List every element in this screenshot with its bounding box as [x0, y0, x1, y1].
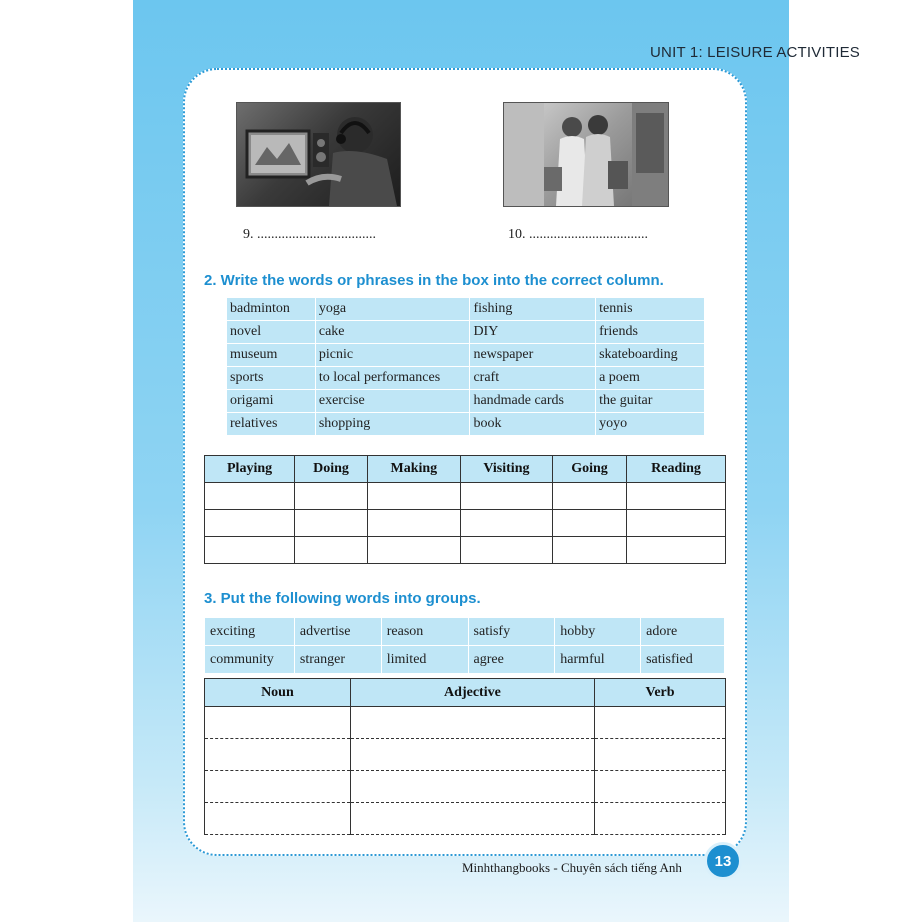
answer-cell[interactable]	[627, 483, 726, 510]
word-cell: exercise	[315, 390, 470, 413]
shopping-photo	[503, 102, 669, 207]
answer-cell[interactable]	[595, 803, 726, 835]
answer-cell[interactable]	[295, 510, 368, 537]
answer-cell[interactable]	[205, 483, 295, 510]
word-cell: tennis	[596, 298, 705, 321]
word-row	[227, 390, 705, 413]
column-header-adjective: Adjective	[350, 679, 594, 707]
word-row	[205, 618, 725, 646]
word-cell: hobby	[555, 618, 641, 646]
word-cell: skateboarding	[596, 344, 705, 367]
answer-cell[interactable]	[295, 483, 368, 510]
answer-cell[interactable]	[367, 483, 460, 510]
picture-10-caption: 10. ..................................	[508, 227, 648, 242]
section-2-answer-table	[204, 455, 726, 564]
column-header-going: Going	[552, 456, 626, 483]
column-header-verb: Verb	[595, 679, 726, 707]
picture-9-caption: 9. ..................................	[243, 227, 376, 242]
answer-cell[interactable]	[627, 510, 726, 537]
answer-cell[interactable]	[460, 510, 552, 537]
column-header-visiting: Visiting	[460, 456, 552, 483]
answer-cell[interactable]	[552, 537, 626, 564]
word-cell: newspaper	[470, 344, 596, 367]
answer-cell[interactable]	[595, 771, 726, 803]
answer-row	[205, 803, 726, 835]
word-cell: badminton	[227, 298, 316, 321]
answer-row	[205, 537, 726, 564]
word-cell: exciting	[205, 618, 295, 646]
word-cell: cake	[315, 321, 470, 344]
word-cell: picnic	[315, 344, 470, 367]
answer-cell[interactable]	[367, 510, 460, 537]
unit-title: UNIT 1: LEISURE ACTIVITIES	[650, 44, 860, 61]
answer-cell[interactable]	[552, 510, 626, 537]
answer-cell[interactable]	[350, 739, 594, 771]
answer-row	[205, 771, 726, 803]
answer-cell[interactable]	[350, 771, 594, 803]
word-cell: shopping	[315, 413, 470, 436]
word-cell: harmful	[555, 646, 641, 674]
word-cell: sports	[227, 367, 316, 390]
answer-cell[interactable]	[552, 483, 626, 510]
word-row	[205, 646, 725, 674]
word-row	[227, 344, 705, 367]
word-cell: reason	[381, 618, 468, 646]
word-row	[227, 413, 705, 436]
column-header-making: Making	[367, 456, 460, 483]
word-cell: limited	[381, 646, 468, 674]
word-cell: community	[205, 646, 295, 674]
word-cell: stranger	[294, 646, 381, 674]
column-header-doing: Doing	[295, 456, 368, 483]
word-cell: fishing	[470, 298, 596, 321]
publisher-footer: Minhthangbooks - Chuyên sách tiếng Anh	[462, 860, 682, 875]
word-cell: a poem	[596, 367, 705, 390]
answer-cell[interactable]	[205, 537, 295, 564]
word-row	[227, 367, 705, 390]
answer-cell[interactable]	[595, 707, 726, 739]
word-row	[227, 321, 705, 344]
word-row	[227, 298, 705, 321]
word-cell: friends	[596, 321, 705, 344]
word-cell: agree	[468, 646, 555, 674]
answer-row	[205, 510, 726, 537]
answer-cell[interactable]	[367, 537, 460, 564]
answer-cell[interactable]	[295, 537, 368, 564]
answer-row	[205, 707, 726, 739]
word-cell: museum	[227, 344, 316, 367]
word-cell: adore	[641, 618, 725, 646]
word-cell: the guitar	[596, 390, 705, 413]
answer-cell[interactable]	[205, 707, 351, 739]
word-cell: handmade cards	[470, 390, 596, 413]
answer-row	[205, 483, 726, 510]
column-header-reading: Reading	[627, 456, 726, 483]
answer-cell[interactable]	[205, 510, 295, 537]
word-cell: to local performances	[315, 367, 470, 390]
column-header-playing: Playing	[205, 456, 295, 483]
word-cell: craft	[470, 367, 596, 390]
answer-cell[interactable]	[460, 537, 552, 564]
answer-row	[205, 739, 726, 771]
answer-cell[interactable]	[460, 483, 552, 510]
answer-cell[interactable]	[205, 803, 351, 835]
word-cell: satisfy	[468, 618, 555, 646]
gamer-photo	[236, 102, 401, 207]
page-number-badge: 13	[704, 842, 742, 880]
word-cell: yoyo	[596, 413, 705, 436]
answer-cell[interactable]	[205, 739, 351, 771]
answer-cell[interactable]	[595, 739, 726, 771]
section-3-answer-table	[204, 678, 726, 835]
word-cell: yoga	[315, 298, 470, 321]
word-cell: satisfied	[641, 646, 725, 674]
section-2-heading: 2. Write the words or phrases in the box into the correct column.	[204, 272, 664, 289]
word-cell: novel	[227, 321, 316, 344]
answer-cell[interactable]	[205, 771, 351, 803]
answer-cell[interactable]	[627, 537, 726, 564]
column-header-noun: Noun	[205, 679, 351, 707]
word-cell: origami	[227, 390, 316, 413]
section-2-word-box	[226, 297, 705, 436]
word-cell: book	[470, 413, 596, 436]
word-cell: DIY	[470, 321, 596, 344]
answer-cell[interactable]	[350, 803, 594, 835]
answer-cell[interactable]	[350, 707, 594, 739]
word-cell: advertise	[294, 618, 381, 646]
word-cell: relatives	[227, 413, 316, 436]
section-3-heading: 3. Put the following words into groups.	[204, 590, 481, 607]
section-3-word-box	[204, 617, 725, 674]
